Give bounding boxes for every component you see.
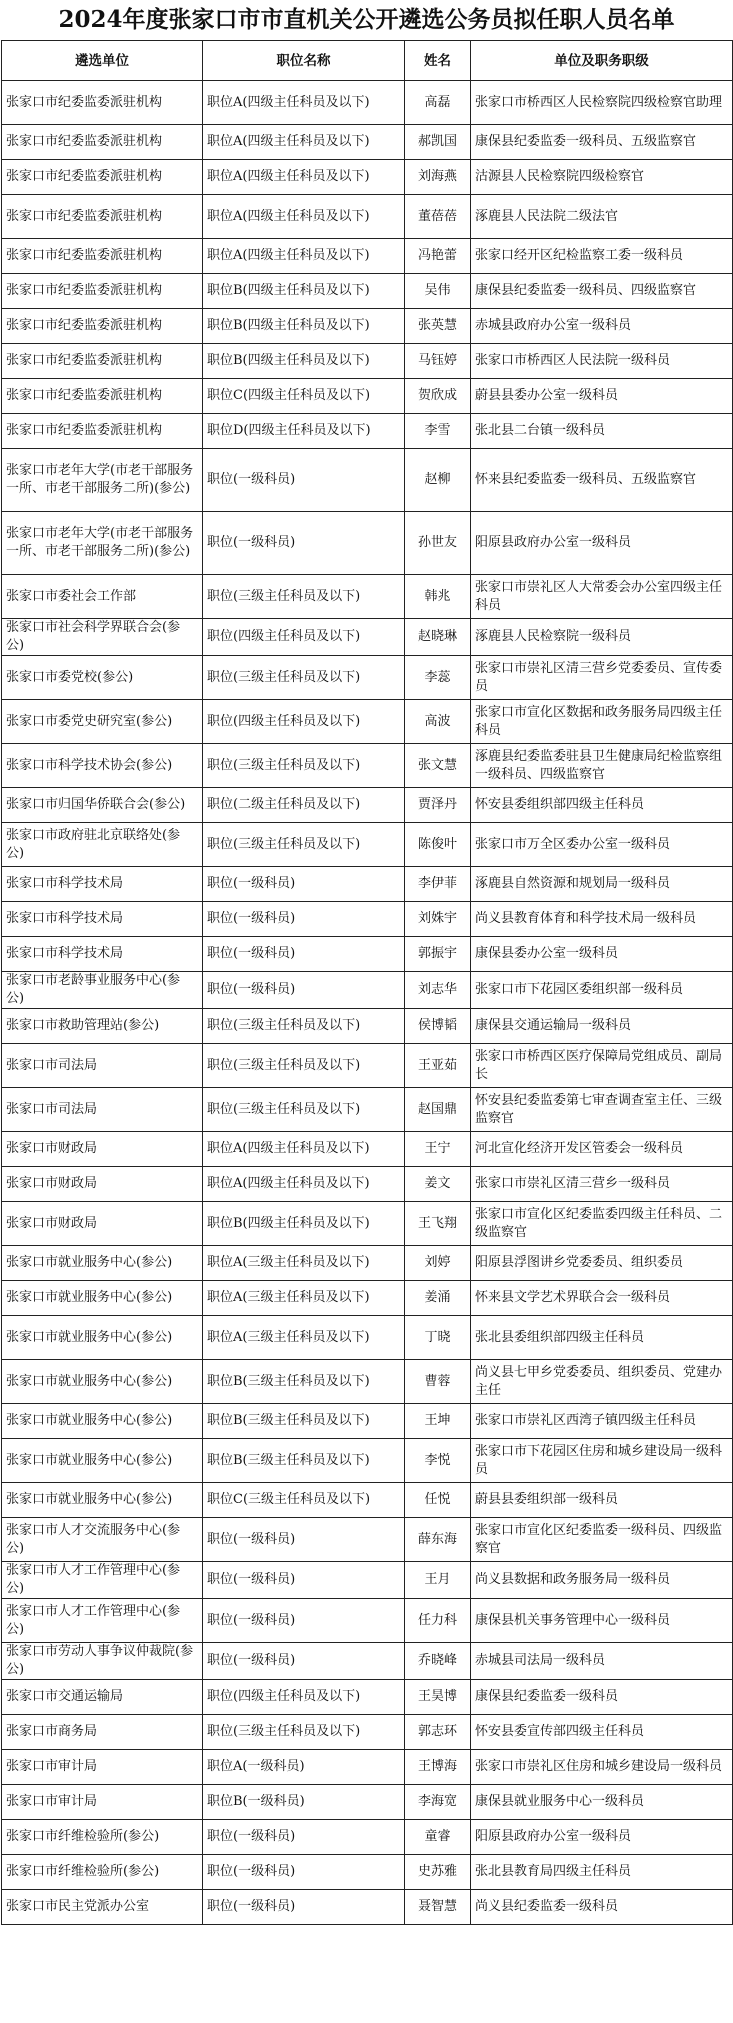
table-row (2, 1890, 733, 1925)
cell-position: 职位(四级主任科员及以下) (203, 700, 405, 744)
table-row (2, 449, 733, 512)
cell-unit: 张家口市科学技术局 (2, 937, 203, 972)
cell-position: 职位(四级主任科员及以下) (203, 619, 405, 656)
cell-unit: 张家口市就业服务中心(参公) (2, 1316, 203, 1360)
cell-position: 职位D(四级主任科员及以下) (203, 414, 405, 449)
table-row (2, 1088, 733, 1132)
cell-position: 职位(一级科员) (203, 1855, 405, 1890)
cell-unit: 张家口市纪委监委派驻机构 (2, 274, 203, 309)
cell-unit: 张家口市科学技术局 (2, 902, 203, 937)
cell-position: 职位A(一级科员) (203, 1750, 405, 1785)
cell-name: 王亚茹 (405, 1044, 471, 1088)
table-row (2, 700, 733, 744)
cell-unit: 张家口市民主党派办公室 (2, 1890, 203, 1925)
cell-name: 贾泽丹 (405, 788, 471, 823)
cell-name: 郭志环 (405, 1715, 471, 1750)
cell-current-post: 涿鹿县人民检察院一级科员 (471, 619, 733, 656)
cell-current-post: 涿鹿县纪委监委驻县卫生健康局纪检监察组一级科员、四级监察官 (471, 744, 733, 788)
table-row (2, 744, 733, 788)
cell-current-post: 张家口市崇礼区住房和城乡建设局一级科员 (471, 1750, 733, 1785)
cell-name: 李悦 (405, 1439, 471, 1483)
table-row (2, 344, 733, 379)
cell-name: 郭振宇 (405, 937, 471, 972)
cell-unit: 张家口市委党校(参公) (2, 656, 203, 700)
cell-current-post: 康保县纪委监委一级科员、五级监察官 (471, 125, 733, 160)
cell-current-post: 康保县纪委监委一级科员、四级监察官 (471, 274, 733, 309)
cell-name: 高磊 (405, 81, 471, 125)
cell-name: 王宁 (405, 1132, 471, 1167)
cell-name: 姜涌 (405, 1281, 471, 1316)
cell-unit: 张家口市老年大学(市老干部服务一所、市老干部服务二所)(参公) (2, 512, 203, 575)
cell-unit: 张家口市司法局 (2, 1044, 203, 1088)
cell-current-post: 蔚县县委办公室一级科员 (471, 379, 733, 414)
cell-unit: 张家口市纤维检验所(参公) (2, 1820, 203, 1855)
cell-current-post: 阳原县浮图讲乡党委委员、组织委员 (471, 1246, 733, 1281)
cell-unit: 张家口市人才工作管理中心(参公) (2, 1562, 203, 1599)
cell-name: 孙世友 (405, 512, 471, 575)
cell-current-post: 张家口市崇礼区人大常委会办公室四级主任科员 (471, 575, 733, 619)
table-row (2, 81, 733, 125)
cell-unit: 张家口市审计局 (2, 1750, 203, 1785)
cell-position: 职位B(三级主任科员及以下) (203, 1360, 405, 1404)
cell-current-post: 河北宣化经济开发区管委会一级科员 (471, 1132, 733, 1167)
cell-current-post: 张家口市桥西区医疗保障局党组成员、副局长 (471, 1044, 733, 1088)
cell-current-post: 怀安县纪委监委第七审查调查室主任、三级监察官 (471, 1088, 733, 1132)
table-row (2, 1246, 733, 1281)
cell-name: 聂智慧 (405, 1890, 471, 1925)
cell-position: 职位A(四级主任科员及以下) (203, 195, 405, 239)
cell-unit: 张家口市委党史研究室(参公) (2, 700, 203, 744)
cell-unit: 张家口市人才工作管理中心(参公) (2, 1599, 203, 1643)
table-row (2, 1281, 733, 1316)
table-row (2, 1404, 733, 1439)
cell-unit: 张家口市人才交流服务中心(参公) (2, 1518, 203, 1562)
cell-position: 职位(三级主任科员及以下) (203, 656, 405, 700)
cell-current-post: 怀安县委组织部四级主任科员 (471, 788, 733, 823)
cell-position: 职位B(四级主任科员及以下) (203, 274, 405, 309)
cell-current-post: 赤城县司法局一级科员 (471, 1643, 733, 1680)
cell-position: 职位C(三级主任科员及以下) (203, 1483, 405, 1518)
cell-current-post: 张北县二台镇一级科员 (471, 414, 733, 449)
table-header-row (2, 41, 733, 81)
table-row (2, 823, 733, 867)
cell-current-post: 康保县交通运输局一级科员 (471, 1009, 733, 1044)
cell-name: 王飞翔 (405, 1202, 471, 1246)
table-row (2, 619, 733, 656)
cell-name: 董蓓蓓 (405, 195, 471, 239)
cell-name: 王月 (405, 1562, 471, 1599)
cell-current-post: 尚义县纪委监委一级科员 (471, 1890, 733, 1925)
cell-position: 职位(一级科员) (203, 867, 405, 902)
cell-current-post: 康保县机关事务管理中心一级科员 (471, 1599, 733, 1643)
cell-unit: 张家口市就业服务中心(参公) (2, 1439, 203, 1483)
table-row (2, 1715, 733, 1750)
cell-name: 吴伟 (405, 274, 471, 309)
cell-position: 职位(三级主任科员及以下) (203, 744, 405, 788)
cell-position: 职位A(三级主任科员及以下) (203, 1316, 405, 1360)
cell-name: 童睿 (405, 1820, 471, 1855)
cell-name: 高波 (405, 700, 471, 744)
cell-current-post: 阳原县政府办公室一级科员 (471, 512, 733, 575)
cell-unit: 张家口市就业服务中心(参公) (2, 1483, 203, 1518)
cell-name: 赵国鼎 (405, 1088, 471, 1132)
cell-current-post: 张北县教育局四级主任科员 (471, 1855, 733, 1890)
cell-unit: 张家口市纪委监委派驻机构 (2, 239, 203, 274)
cell-unit: 张家口市纪委监委派驻机构 (2, 344, 203, 379)
cell-current-post: 怀来县文学艺术界联合会一级科员 (471, 1281, 733, 1316)
table-row (2, 937, 733, 972)
cell-current-post: 蔚县县委组织部一级科员 (471, 1483, 733, 1518)
cell-current-post: 康保县委办公室一级科员 (471, 937, 733, 972)
cell-current-post: 张家口市宣化区纪委监委四级主任科员、二级监察官 (471, 1202, 733, 1246)
cell-name: 刘姝宇 (405, 902, 471, 937)
cell-unit: 张家口市救助管理站(参公) (2, 1009, 203, 1044)
cell-name: 任力科 (405, 1599, 471, 1643)
cell-name: 刘婷 (405, 1246, 471, 1281)
table-row (2, 239, 733, 274)
cell-current-post: 张家口经开区纪检监察工委一级科员 (471, 239, 733, 274)
cell-current-post: 怀来县纪委监委一级科员、五级监察官 (471, 449, 733, 512)
cell-unit: 张家口市就业服务中心(参公) (2, 1404, 203, 1439)
cell-unit: 张家口市委社会工作部 (2, 575, 203, 619)
cell-unit: 张家口市纪委监委派驻机构 (2, 81, 203, 125)
cell-name: 丁晓 (405, 1316, 471, 1360)
cell-position: 职位C(四级主任科员及以下) (203, 379, 405, 414)
cell-position: 职位B(四级主任科员及以下) (203, 309, 405, 344)
cell-name: 王昊博 (405, 1680, 471, 1715)
table-row (2, 1167, 733, 1202)
cell-name: 侯博韬 (405, 1009, 471, 1044)
cell-position: 职位A(三级主任科员及以下) (203, 1281, 405, 1316)
table-row (2, 309, 733, 344)
cell-name: 张英慧 (405, 309, 471, 344)
cell-name: 曹蓉 (405, 1360, 471, 1404)
cell-name: 李海宽 (405, 1785, 471, 1820)
cell-unit: 张家口市归国华侨联合会(参公) (2, 788, 203, 823)
cell-position: 职位(三级主任科员及以下) (203, 823, 405, 867)
cell-unit: 张家口市审计局 (2, 1785, 203, 1820)
cell-current-post: 阳原县政府办公室一级科员 (471, 1820, 733, 1855)
table-row (2, 274, 733, 309)
cell-position: 职位(一级科员) (203, 972, 405, 1009)
cell-current-post: 张家口市崇礼区清三营乡一级科员 (471, 1167, 733, 1202)
cell-unit: 张家口市就业服务中心(参公) (2, 1246, 203, 1281)
header-current-post: 单位及职务职级 (471, 41, 733, 81)
cell-position: 职位(三级主任科员及以下) (203, 1044, 405, 1088)
cell-unit: 张家口市纪委监委派驻机构 (2, 160, 203, 195)
cell-name: 刘志华 (405, 972, 471, 1009)
table-row (2, 1316, 733, 1360)
cell-position: 职位A(四级主任科员及以下) (203, 81, 405, 125)
cell-current-post: 张家口市崇礼区西湾子镇四级主任科员 (471, 1404, 733, 1439)
table-row (2, 414, 733, 449)
cell-position: 职位(二级主任科员及以下) (203, 788, 405, 823)
cell-position: 职位(一级科员) (203, 1599, 405, 1643)
cell-name: 李伊菲 (405, 867, 471, 902)
table-row (2, 788, 733, 823)
table-row (2, 1483, 733, 1518)
cell-current-post: 张家口市宣化区数据和政务服务局四级主任科员 (471, 700, 733, 744)
cell-position: 职位(一级科员) (203, 512, 405, 575)
cell-current-post: 张北县委组织部四级主任科员 (471, 1316, 733, 1360)
cell-name: 冯艳蕾 (405, 239, 471, 274)
header-name: 姓名 (405, 41, 471, 81)
table-row (2, 972, 733, 1009)
table-row (2, 575, 733, 619)
cell-unit: 张家口市就业服务中心(参公) (2, 1281, 203, 1316)
cell-unit: 张家口市司法局 (2, 1088, 203, 1132)
cell-position: 职位(一级科员) (203, 1890, 405, 1925)
cell-name: 史苏雅 (405, 1855, 471, 1890)
cell-unit: 张家口市财政局 (2, 1202, 203, 1246)
cell-name: 赵柳 (405, 449, 471, 512)
cell-current-post: 赤城县政府办公室一级科员 (471, 309, 733, 344)
cell-unit: 张家口市社会科学界联合会(参公) (2, 619, 203, 656)
personnel-table (1, 40, 733, 1925)
cell-current-post: 涿鹿县人民法院二级法官 (471, 195, 733, 239)
table-row (2, 1820, 733, 1855)
cell-unit: 张家口市财政局 (2, 1167, 203, 1202)
table-row (2, 1360, 733, 1404)
cell-name: 刘海燕 (405, 160, 471, 195)
table-row (2, 1009, 733, 1044)
cell-position: 职位(一级科员) (203, 902, 405, 937)
header-unit: 遴选单位 (2, 41, 203, 81)
cell-name: 王博海 (405, 1750, 471, 1785)
cell-position: 职位(三级主任科员及以下) (203, 575, 405, 619)
cell-current-post: 张家口市下花园区委组织部一级科员 (471, 972, 733, 1009)
cell-name: 贺欣成 (405, 379, 471, 414)
cell-name: 张文慧 (405, 744, 471, 788)
table-row (2, 1439, 733, 1483)
cell-position: 职位(三级主任科员及以下) (203, 1009, 405, 1044)
document-title: 2024年度张家口市市直机关公开遴选公务员拟任职人员名单 (58, 6, 675, 33)
cell-position: 职位B(四级主任科员及以下) (203, 1202, 405, 1246)
cell-position: 职位A(四级主任科员及以下) (203, 160, 405, 195)
cell-position: 职位B(一级科员) (203, 1785, 405, 1820)
table-row (2, 1518, 733, 1562)
cell-name: 赵晓琳 (405, 619, 471, 656)
cell-unit: 张家口市纪委监委派驻机构 (2, 379, 203, 414)
cell-position: 职位A(四级主任科员及以下) (203, 1167, 405, 1202)
cell-current-post: 张家口市崇礼区清三营乡党委委员、宣传委员 (471, 656, 733, 700)
cell-position: 职位(四级主任科员及以下) (203, 1680, 405, 1715)
table-row (2, 902, 733, 937)
cell-unit: 张家口市劳动人事争议仲裁院(参公) (2, 1643, 203, 1680)
table-row (2, 1562, 733, 1599)
cell-unit: 张家口市纪委监委派驻机构 (2, 309, 203, 344)
cell-position: 职位A(四级主任科员及以下) (203, 1132, 405, 1167)
cell-name: 王坤 (405, 1404, 471, 1439)
table-row (2, 1750, 733, 1785)
cell-name: 郝凯国 (405, 125, 471, 160)
table-row (2, 1643, 733, 1680)
cell-unit: 张家口市老龄事业服务中心(参公) (2, 972, 203, 1009)
cell-position: 职位(一级科员) (203, 1562, 405, 1599)
cell-name: 马钰婷 (405, 344, 471, 379)
cell-unit: 张家口市科学技术局 (2, 867, 203, 902)
cell-position: 职位(一级科员) (203, 1820, 405, 1855)
cell-current-post: 尚义县教育体育和科学技术局一级科员 (471, 902, 733, 937)
cell-name: 薛东海 (405, 1518, 471, 1562)
cell-name: 韩兆 (405, 575, 471, 619)
cell-current-post: 张家口市宣化区纪委监委一级科员、四级监察官 (471, 1518, 733, 1562)
cell-unit: 张家口市纪委监委派驻机构 (2, 414, 203, 449)
cell-unit: 张家口市纪委监委派驻机构 (2, 195, 203, 239)
cell-position: 职位A(四级主任科员及以下) (203, 239, 405, 274)
cell-current-post: 康保县就业服务中心一级科员 (471, 1785, 733, 1820)
cell-unit: 张家口市财政局 (2, 1132, 203, 1167)
cell-position: 职位(一级科员) (203, 1643, 405, 1680)
cell-position: 职位A(四级主任科员及以下) (203, 125, 405, 160)
cell-current-post: 康保县纪委监委一级科员 (471, 1680, 733, 1715)
table-row (2, 1202, 733, 1246)
table-row (2, 512, 733, 575)
cell-name: 任悦 (405, 1483, 471, 1518)
cell-unit: 张家口市商务局 (2, 1715, 203, 1750)
header-position: 职位名称 (203, 41, 405, 81)
cell-name: 姜文 (405, 1167, 471, 1202)
cell-name: 李蕊 (405, 656, 471, 700)
cell-name: 陈俊叶 (405, 823, 471, 867)
cell-name: 李雪 (405, 414, 471, 449)
table-row (2, 1785, 733, 1820)
cell-current-post: 张家口市桥西区人民检察院四级检察官助理 (471, 81, 733, 125)
table-row (2, 656, 733, 700)
table-row (2, 1132, 733, 1167)
table-row (2, 1599, 733, 1643)
cell-current-post: 张家口市桥西区人民法院一级科员 (471, 344, 733, 379)
cell-unit: 张家口市老年大学(市老干部服务一所、市老干部服务二所)(参公) (2, 449, 203, 512)
table-row (2, 125, 733, 160)
cell-position: 职位(一级科员) (203, 937, 405, 972)
cell-unit: 张家口市政府驻北京联络处(参公) (2, 823, 203, 867)
cell-unit: 张家口市纪委监委派驻机构 (2, 125, 203, 160)
cell-position: 职位(一级科员) (203, 449, 405, 512)
cell-position: 职位B(四级主任科员及以下) (203, 344, 405, 379)
cell-position: 职位A(三级主任科员及以下) (203, 1246, 405, 1281)
table-row (2, 1044, 733, 1088)
cell-position: 职位(一级科员) (203, 1518, 405, 1562)
cell-current-post: 张家口市下花园区住房和城乡建设局一级科员 (471, 1439, 733, 1483)
cell-current-post: 尚义县七甲乡党委委员、组织委员、党建办主任 (471, 1360, 733, 1404)
cell-current-post: 张家口市万全区委办公室一级科员 (471, 823, 733, 867)
cell-current-post: 怀安县委宣传部四级主任科员 (471, 1715, 733, 1750)
cell-position: 职位(三级主任科员及以下) (203, 1088, 405, 1132)
table-row (2, 160, 733, 195)
cell-position: 职位B(三级主任科员及以下) (203, 1404, 405, 1439)
cell-position: 职位B(三级主任科员及以下) (203, 1439, 405, 1483)
cell-unit: 张家口市就业服务中心(参公) (2, 1360, 203, 1404)
cell-unit: 张家口市纤维检验所(参公) (2, 1855, 203, 1890)
table-row (2, 379, 733, 414)
table-row (2, 1855, 733, 1890)
cell-unit: 张家口市交通运输局 (2, 1680, 203, 1715)
cell-current-post: 涿鹿县自然资源和规划局一级科员 (471, 867, 733, 902)
table-row (2, 195, 733, 239)
cell-unit: 张家口市科学技术协会(参公) (2, 744, 203, 788)
cell-name: 乔晓峰 (405, 1643, 471, 1680)
table-row (2, 867, 733, 902)
cell-current-post: 尚义县数据和政务服务局一级科员 (471, 1562, 733, 1599)
cell-position: 职位(三级主任科员及以下) (203, 1715, 405, 1750)
table-body (2, 81, 733, 1925)
table-row (2, 1680, 733, 1715)
cell-current-post: 沽源县人民检察院四级检察官 (471, 160, 733, 195)
